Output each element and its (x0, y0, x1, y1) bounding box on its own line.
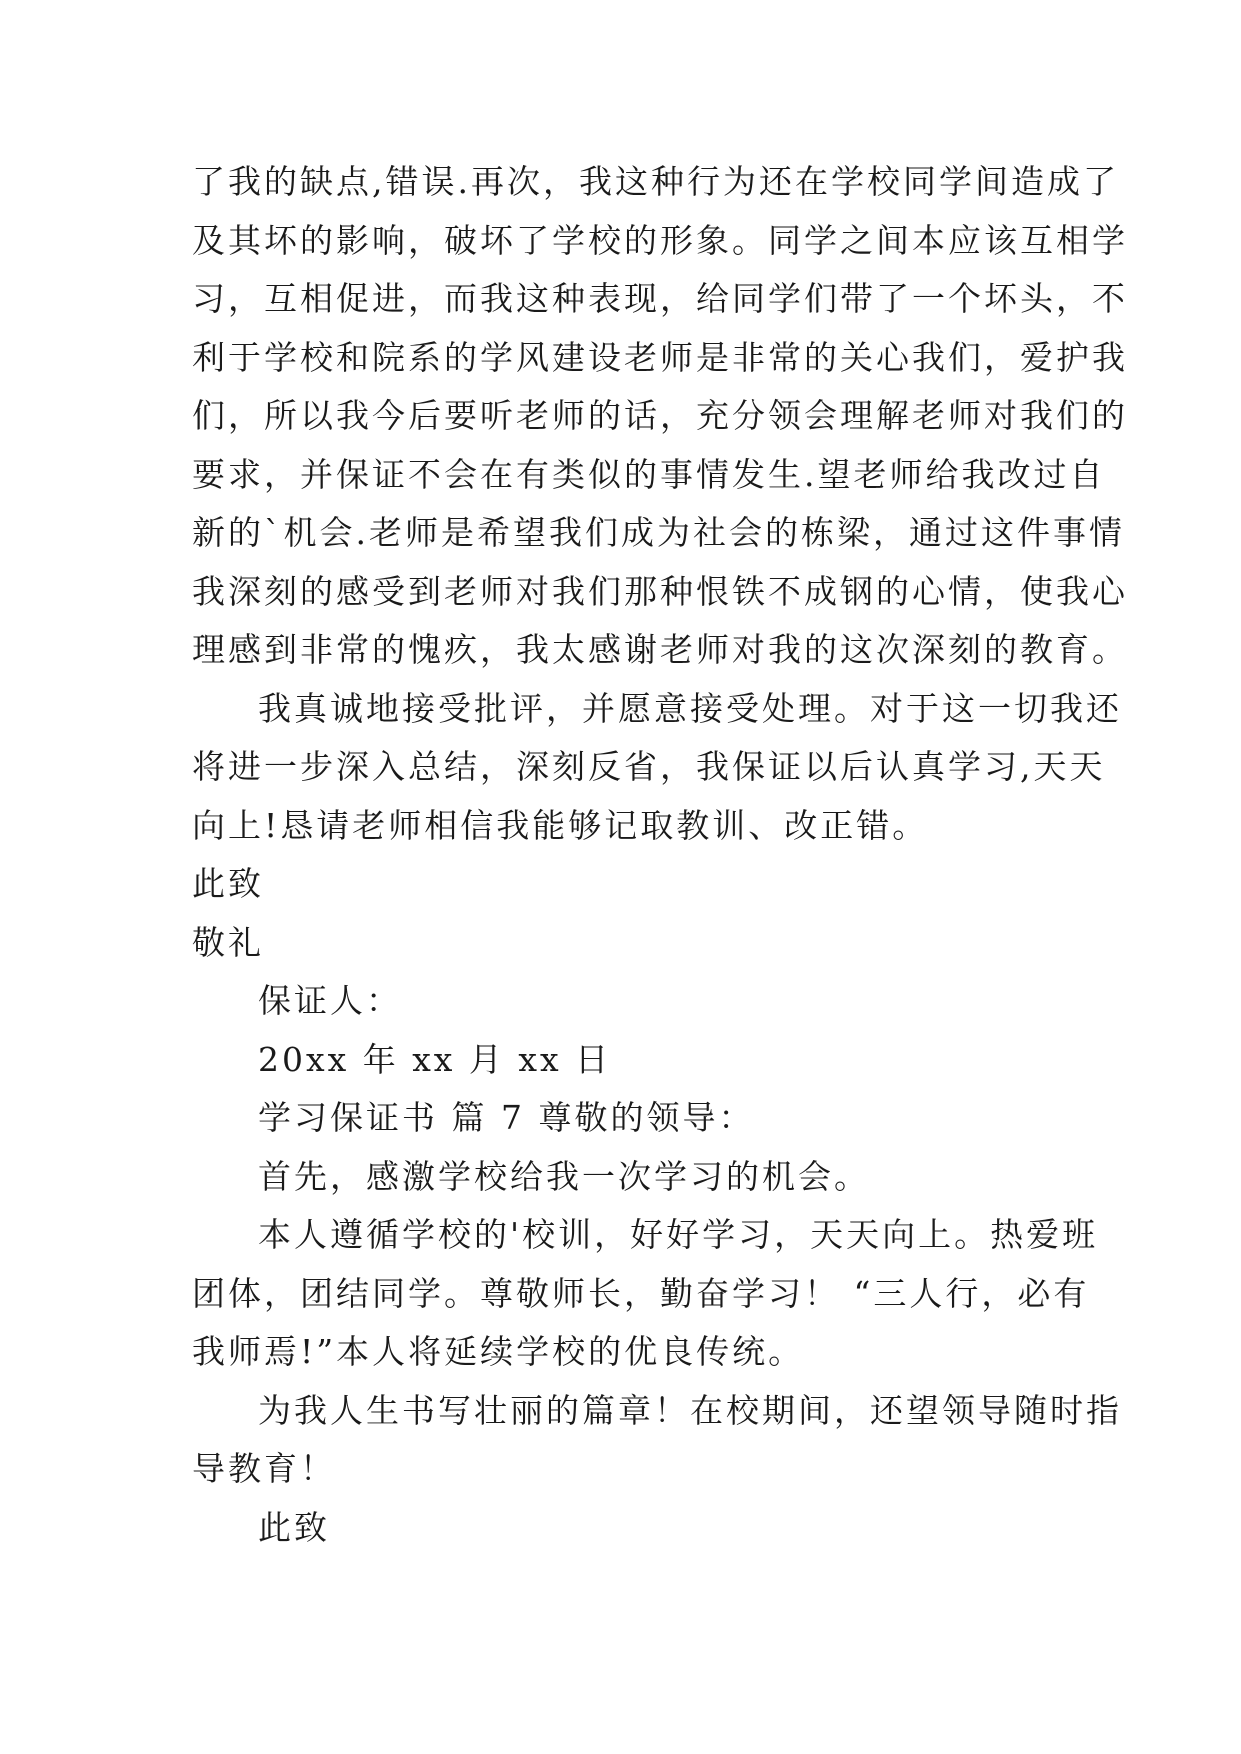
text-line: 了我的缺点,错误.再次，我这种行为还在学校同学间造成了 (192, 162, 1119, 201)
date-line: 20xx 年 xx 月 xx 日 (258, 1039, 612, 1079)
text-line: 导教育！ (192, 1449, 336, 1488)
text-line: 将进一步深入总结，深刻反省，我保证以后认真学习,天天 (192, 747, 1106, 786)
section-heading: 学习保证书 篇 7 尊敬的领导： (258, 1098, 755, 1137)
text-line: 及其坏的影响，破坏了学校的形象。同学之间本应该互相学 (192, 220, 1128, 260)
text-line: 们，所以我今后要听老师的话，充分领会理解老师对我们的 (192, 396, 1128, 435)
text-line: 首先，感激学校给我一次学习的机会。 (258, 1156, 870, 1196)
text-line: 团体，团结同学。尊敬师长，勤奋学习！ “三人行，必有 (192, 1273, 1090, 1313)
guarantor-label: 保证人： (258, 981, 402, 1020)
text-line: 我师焉!”本人将延续学校的优良传统。 (192, 1332, 805, 1371)
text-line: 理感到非常的愧疚，我太感谢老师对我的这次深刻的教育。 (192, 630, 1128, 669)
text-line: 我深刻的感受到老师对我们那种恨铁不成钢的心情，使我心 (192, 571, 1128, 611)
closing-salutation: 此致 (258, 1507, 330, 1547)
text-line: 习，互相促进，而我这种表现，给同学们带了一个坏头，不 (192, 279, 1128, 318)
text-line: 本人遵循学校的'校训，好好学习，天天向上。热爱班 (258, 1215, 1099, 1254)
closing-salutation: 此致 (192, 864, 264, 903)
text-line: 为我人生书写壮丽的篇章！在校期间，还望领导随时指 (258, 1390, 1122, 1430)
document-body (192, 153, 1128, 1557)
text-line: 我真诚地接受批评，并愿意接受处理。对于这一切我还 (258, 688, 1122, 728)
text-line: 要求，并保证不会在有类似的事情发生.望老师给我改过自 (192, 454, 1106, 494)
text-line: 利于学校和院系的学风建设老师是非常的关心我们，爱护我 (192, 337, 1128, 377)
text-line: 新的`机会.老师是希望我们成为社会的栋梁，通过这件事情 (192, 513, 1125, 552)
text-line: 向上!恳请老师相信我能够记取教训、改正错。 (192, 805, 929, 845)
closing-regards: 敬礼 (192, 922, 264, 962)
